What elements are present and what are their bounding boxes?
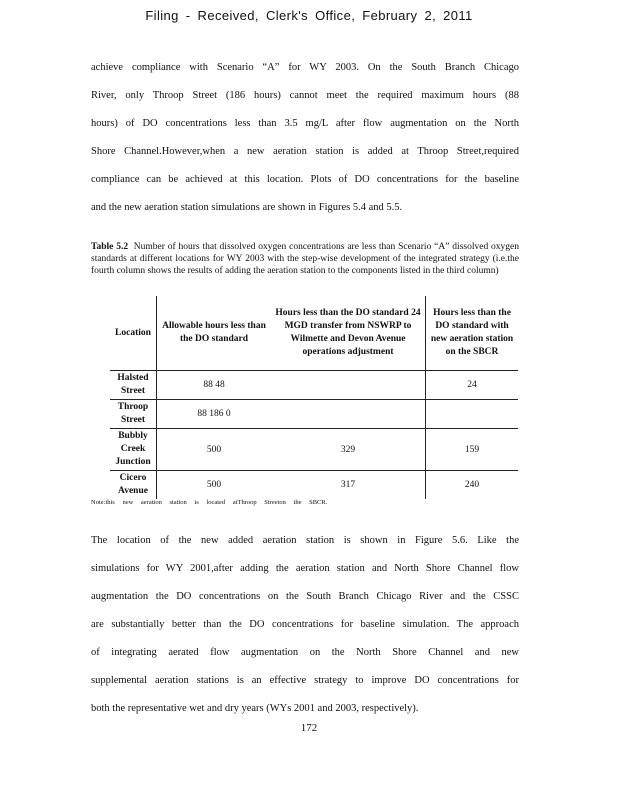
table-header-row — [110, 296, 518, 371]
table-caption-text: Number of hours that dissolved oxygen concentrations are less than Scenario “A” dissolved oxygen standards at different locations for WY 2003 with the step-wise development of the integrated strategy (i.e.the fourth column shows the results of adding the aeration station to the components listed in the third column) — [91, 242, 520, 276]
header-transfer: Hours less than the DO standard 24 MGD transfer from NSWRP to Wilmette and Devon Avenue operations adjustment — [271, 296, 426, 371]
cell-allowable: 88 186 0 — [197, 409, 231, 419]
cell-transfer: 317 — [340, 480, 356, 490]
cell-location: Cicero Avenue — [110, 471, 157, 500]
table-row — [110, 400, 518, 429]
header-allowable: Allowable hours less than the DO standard — [157, 296, 272, 371]
text-line: River, only Throop Street (186 hours) cannot meet the required maximum hours (88 — [91, 90, 519, 101]
text-line: and the new aeration station simulations are shown in Figures 5.4 and 5.5. — [91, 202, 403, 213]
cell-aeration: 240 — [426, 471, 519, 500]
cell-transfer — [271, 400, 426, 429]
cell-aeration: 159 — [426, 429, 519, 471]
cell-aeration: 24 — [426, 371, 519, 400]
cell-aeration — [426, 400, 519, 429]
paragraph-1 — [91, 61, 519, 229]
cell-location: Halsted Street — [110, 371, 157, 400]
cell-allowable: 500 — [206, 480, 222, 490]
cell-allowable: 88 48 — [203, 380, 225, 390]
header-aeration: Hours less than the DO standard with new aeration station on the SBCR — [426, 296, 519, 371]
text-line: hours) of DO concentrations less than 3.5 mg/L after flow augmentation on the North — [91, 118, 519, 129]
cell-transfer: 329 — [340, 444, 356, 455]
text-line: achieve compliance with Scenario “A” for WY 2003. On the South Branch Chicago — [91, 62, 519, 73]
table-row — [110, 371, 518, 400]
text-line: are substantially better than the DO concentrations for baseline simulation. The approach — [91, 619, 519, 630]
page-header: Filing - Received, Clerk's Office, February 2, 2011 — [145, 8, 473, 23]
table-row — [110, 429, 518, 471]
paragraph-2 — [91, 534, 519, 730]
text-line: both the representative wet and dry years (WYs 2001 and 2003, respectively). — [91, 703, 419, 714]
table-caption-label: Table 5.2 — [91, 242, 129, 252]
results-table — [110, 296, 518, 499]
table-note: Note:this new aeration station is located atThroop Streeton the SBCR. — [91, 499, 328, 506]
text-line: Shore Channel.However,when a new aeration station is added at Throop Street,required — [91, 146, 519, 157]
text-line: of integrating aerated flow augmentation on the North Shore Channel and new — [91, 647, 519, 658]
text-line: supplemental aeration stations is an effective strategy to improve DO concentrations for — [91, 675, 519, 686]
text-line: simulations for WY 2001,after adding the aeration station and North Shore Channel flow — [91, 563, 519, 574]
cell-location: Bubbly Creek Junction — [110, 429, 157, 471]
text-line: augmentation the DO concentrations on the South Branch Chicago River and the CSSC — [91, 591, 519, 602]
text-line: The location of the new added aeration station is shown in Figure 5.6. Like the — [91, 535, 519, 546]
page-number: 172 — [300, 722, 318, 734]
table-row — [110, 471, 518, 500]
cell-transfer — [271, 371, 426, 400]
cell-location: Throop Street — [110, 400, 157, 429]
table-caption — [91, 241, 519, 277]
header-location: Location — [110, 296, 157, 371]
text-line: compliance can be achieved at this location. Plots of DO concentrations for the baseline — [91, 174, 519, 185]
cell-allowable: 500 — [206, 444, 222, 455]
